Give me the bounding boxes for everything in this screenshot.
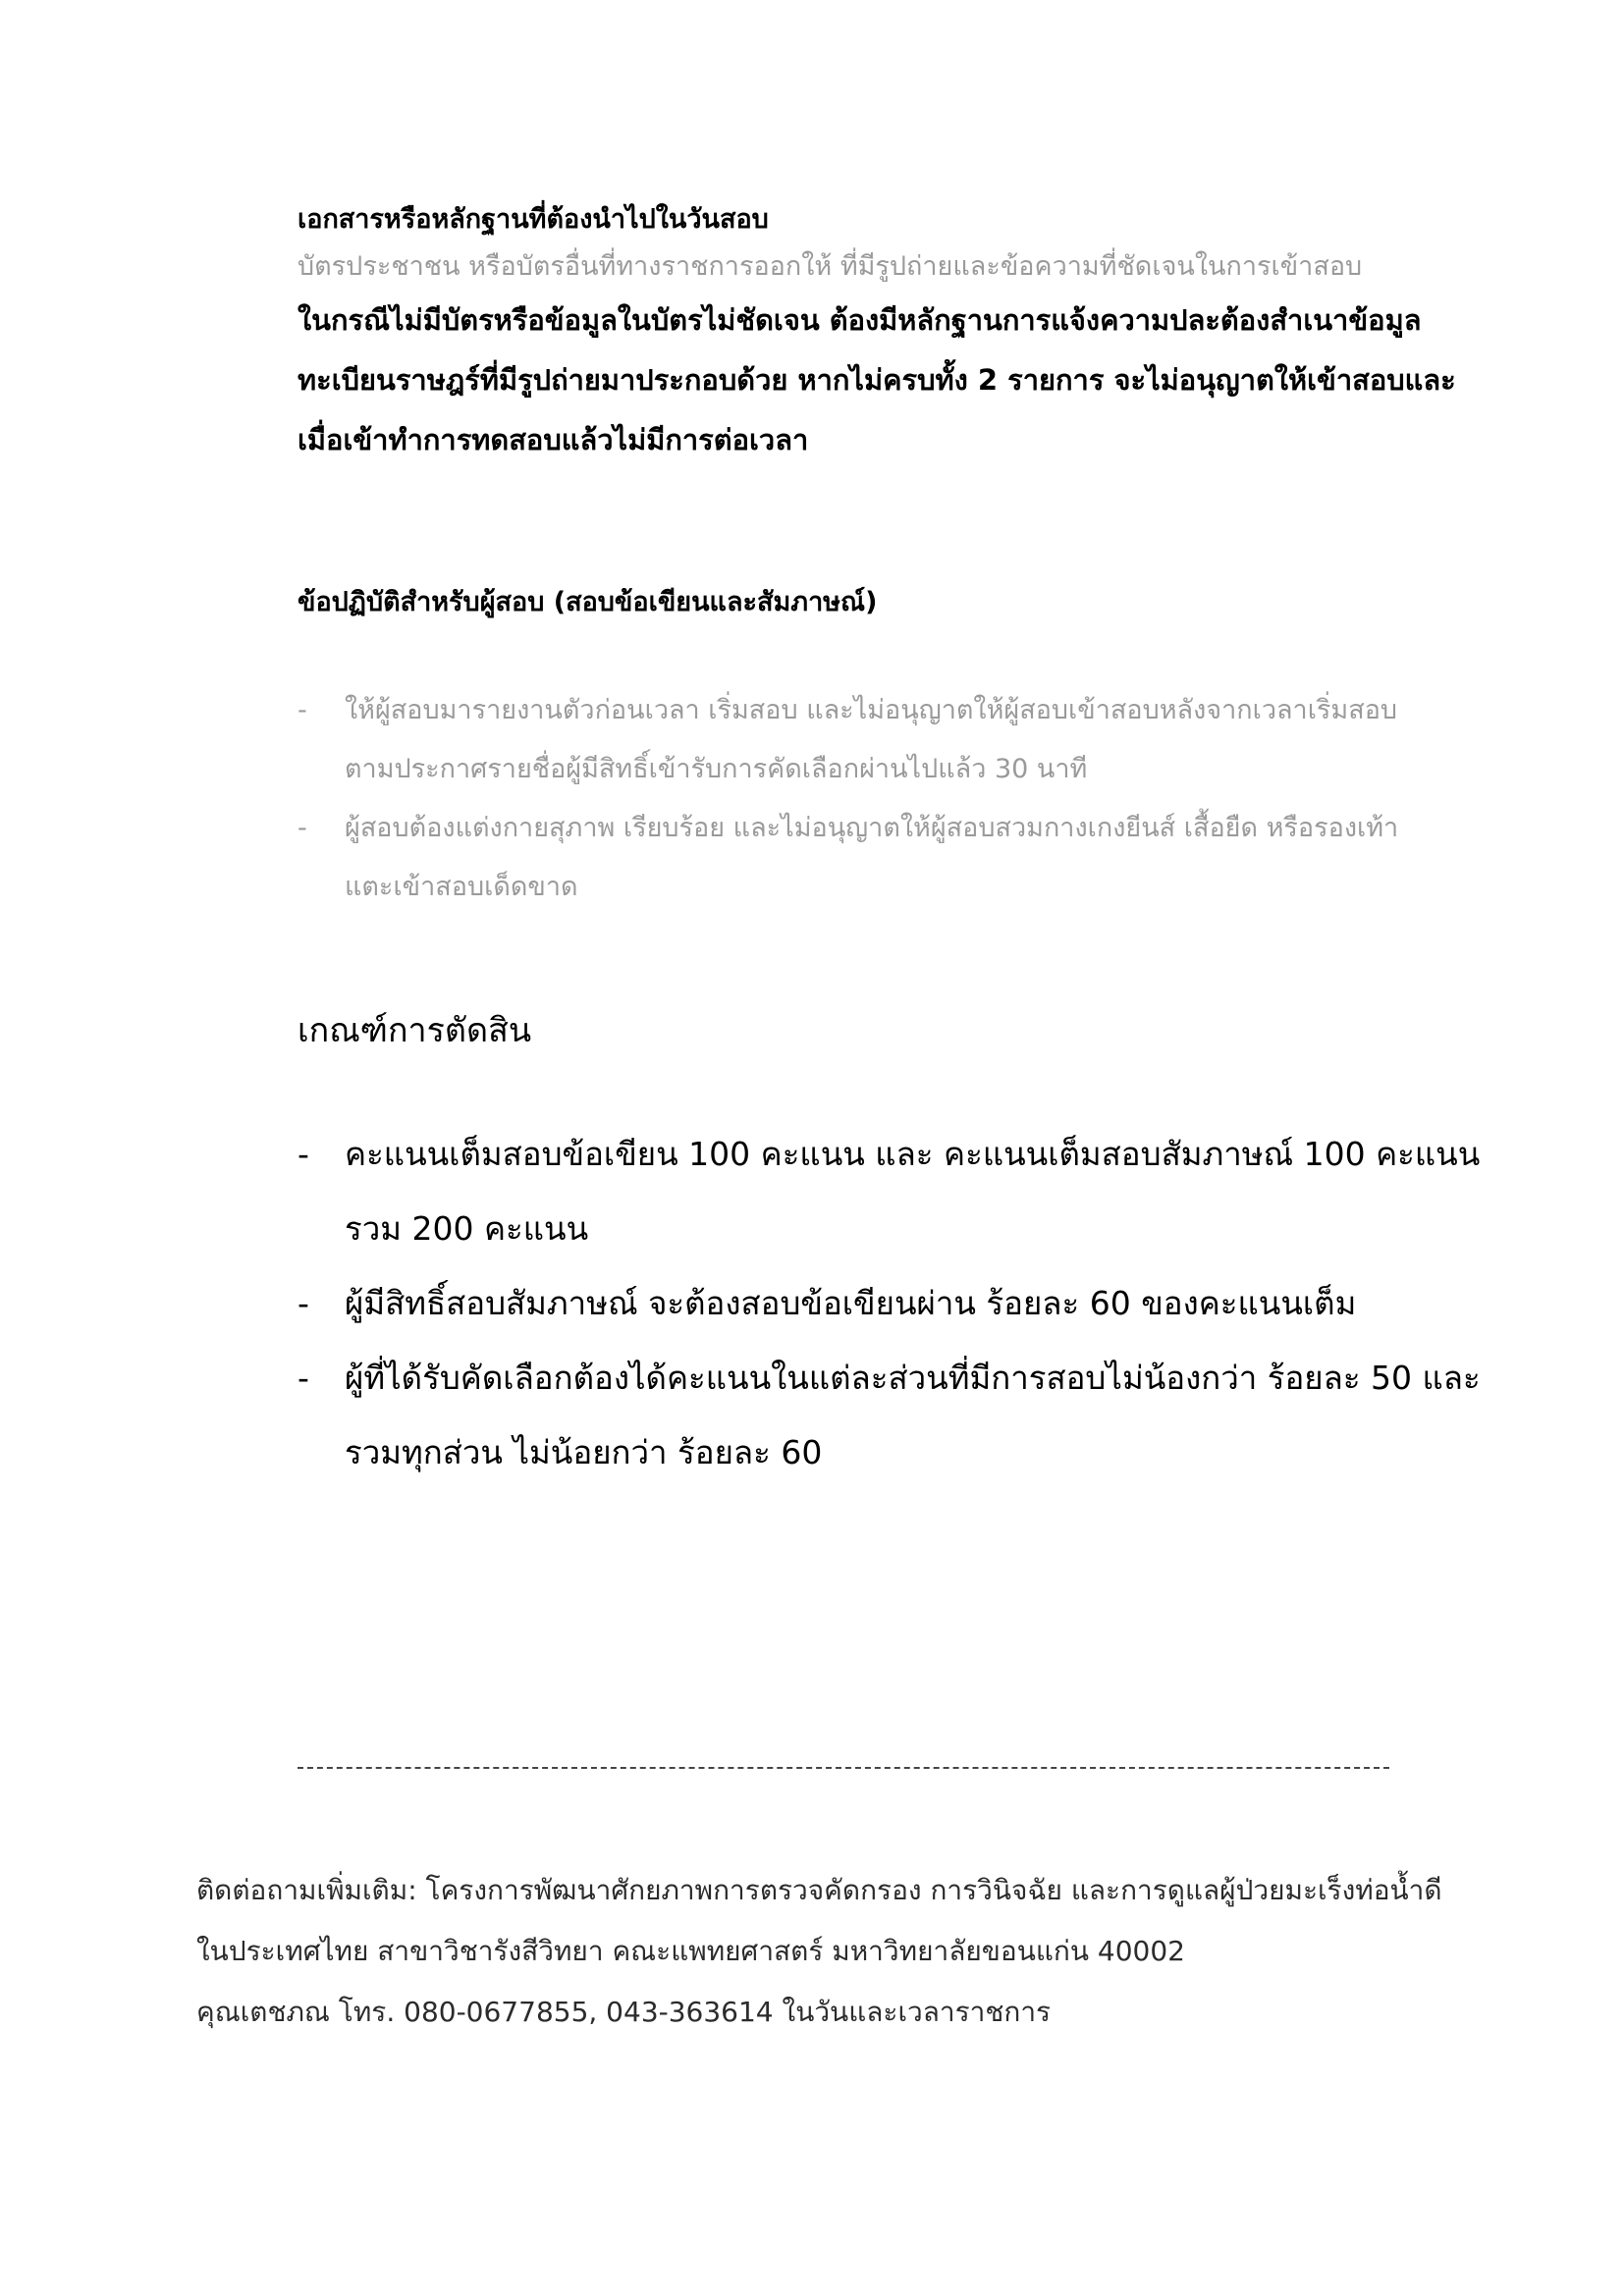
bullet-dash: - — [298, 1284, 309, 1322]
contact-line: ในประเทศไทย สาขาวิชารังสีวิทยา คณะแพทยศาสตร์ มหาวิทยาลัยขอนแก่น 40002 — [196, 1935, 1185, 1967]
list-item-line: ผู้สอบต้องแต่งกายสุภาพ เรียบร้อย และไม่อนุญาตให้ผู้สอบสวมกางเกงยีนส์ เสื้อยืด หรือรองเท้า — [345, 813, 1399, 843]
list-item — [298, 1341, 1481, 1490]
list-item-line: ให้ผู้สอบมารายงานตัวก่อนเวลา เริ่มสอบ และไม่อนุญาตให้ผู้สอบเข้าสอบหลังจากเวลาเริ่มสอบ — [345, 695, 1398, 725]
list-item-line: รวมทุกส่วน ไม่น้อยกว่า ร้อยละ 60 — [345, 1433, 823, 1471]
required-documents-section — [298, 204, 1456, 470]
bullet-dash: - — [298, 813, 307, 843]
list-item-line: แตะเข้าสอบเด็ดขาด — [345, 872, 578, 902]
list-item-line: รวม 200 คะแนน — [345, 1209, 589, 1248]
judging-criteria-heading: เกณฑ์การตัดสิน — [298, 1011, 532, 1050]
list-item — [298, 1266, 1456, 1341]
list-item-line: ผู้ที่ได้รับคัดเลือกต้องได้คะแนนในแต่ละส่วนที่มีการสอบไม่น้องกว่า ร้อยละ 50 และ — [345, 1359, 1481, 1397]
exam-rules-heading: ข้อปฏิบัติสำหรับผู้สอบ (สอบข้อเขียนและสัมภาษณ์) — [298, 587, 878, 617]
contact-line: คุณเตชภณ โทร. 080-0677855, 043-363614 ในวันและเวลาราชการ — [196, 1996, 1052, 2028]
bullet-dash: - — [298, 1135, 309, 1173]
contact-info — [196, 1860, 1473, 2043]
list-item — [298, 1117, 1481, 1266]
contact-line: ติดต่อถามเพิ่มเติม: โครงการพัฒนาศักยภาพการตรวจคัดกรอง การวินิจฉัย และการดูแลผู้ป่วยมะเร็งท่อน้ำดี — [196, 1874, 1442, 1906]
bullet-dash: - — [298, 1359, 309, 1397]
list-item-line: ตามประกาศรายชื่อผู้มีสิทธิ์เข้ารับการคัดเลือกผ่านไปแล้ว 30 นาที — [345, 754, 1088, 784]
exam-rules-section — [298, 587, 1456, 917]
judging-criteria-section — [298, 1011, 1481, 1490]
bullet-dash: - — [298, 695, 307, 725]
warning-line: ทะเบียนราษฎร์ที่มีรูปถ่ายมาประกอบด้วย หากไม่ครบทั้ง 2 รายการ จะไม่อนุญาตให้เข้าสอบและ — [298, 363, 1456, 397]
required-documents-heading: เอกสารหรือหลักฐานที่ต้องนำไปในวันสอบ — [298, 204, 769, 235]
judging-criteria-list — [298, 1117, 1481, 1490]
warning-paragraph — [298, 291, 1456, 470]
list-item — [298, 799, 1456, 917]
dashed-divider — [298, 1767, 1389, 1769]
warning-line: เมื่อเข้าทำการทดสอบแล้วไม่มีการต่อเวลา — [298, 423, 809, 456]
exam-rules-list — [298, 681, 1456, 917]
id-card-text: บัตรประชาชน หรือบัตรอื่นที่ทางราชการออกให้ ที่มีรูปถ่ายและข้อความที่ชัดเจนในการเข้าสอบ — [298, 251, 1363, 282]
list-item-line: ผู้มีสิทธิ์สอบสัมภาษณ์ จะต้องสอบข้อเขียนผ่าน ร้อยละ 60 ของคะแนนเต็ม — [345, 1284, 1357, 1322]
list-item — [298, 681, 1456, 799]
warning-line: ในกรณีไม่มีบัตรหรือข้อมูลในบัตรไม่ชัดเจน ต้องมีหลักฐานการแจ้งความปละต้องสำเนาข้อมูล — [298, 303, 1422, 337]
list-item-line: คะแนนเต็มสอบข้อเขียน 100 คะแนน และ คะแนนเต็มสอบสัมภาษณ์ 100 คะแนน — [345, 1135, 1481, 1173]
